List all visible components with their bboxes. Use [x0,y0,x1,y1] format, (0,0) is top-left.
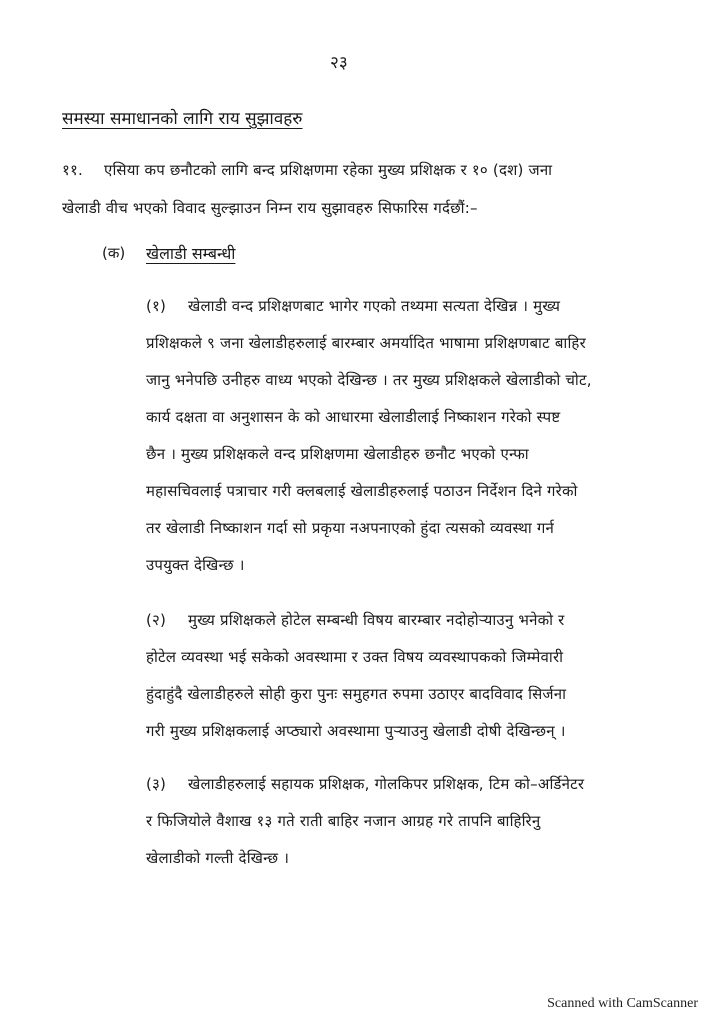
point-3-line-3: खेलाडीको गल्ती देखिन्छ । [146,849,290,867]
point-1-line-8: उपयुक्त देखिन्छ । [146,556,245,574]
point-2-line-3: हुंदाहुंदै खेलाडीहरुले सोही कुरा पुनः समुहगत रुपमा उठाएर बादविवाद सिर्जना [146,685,567,703]
point-1-line-1: (१) खेलाडी वन्द प्रशिक्षणबाट भागेर गएको तथ्यमा सत्यता देखिन्न । मुख्य [146,297,561,315]
point-3-line-2: र फिजियोले वैशाख १३ गते राती बाहिर नजान आग्रह गरे तापनि बाहिरिनु [146,812,541,830]
intro-line-1: ११. एसिया कप छनौटको लागि बन्द प्रशिक्षणमा रहेका मुख्य प्रशिक्षक र १० (दश) जना [62,161,553,179]
point-3-number: (३) [146,775,167,793]
point-2-number: (२) [146,611,167,629]
point-2-line-2: होटेल व्यवस्था भई सकेको अवस्थामा र उक्त विषय व्यवस्थापकको जिम्मेवारी [146,648,564,666]
point-1-line-7: तर खेलाडी निष्काशन गर्दा सो प्रकृया नअपनाएको हुंदा त्यसको व्यवस्था गर्न [146,519,555,537]
subsection-label: (क) [102,244,126,262]
section-heading: समस्या समाधानको लागि राय सुझावहरु [62,109,303,129]
point-3-line-1: (३) खेलाडीहरुलाई सहायक प्रशिक्षक, गोलकिपर प्रशिक्षक, टिम को–अर्डिनेटर [146,775,585,793]
point-2-line-4: गरी मुख्य प्रशिक्षकलाई अप्ठ्यारो अवस्थामा पुऱ्याउनु खेलाडी दोषी देखिन्छन् । [146,722,566,740]
scanner-watermark: Scanned with CamScanner [547,996,698,1011]
page-number: २३ [330,53,348,73]
point-1-line-3: जानु भनेपछि उनीहरु वाध्य भएको देखिन्छ । तर मुख्य प्रशिक्षकले खेलाडीको चोट, [146,371,592,389]
point-2-line-1: (२) मुख्य प्रशिक्षकले होटेल सम्बन्धी विषय बारम्बार नदोहोऱ्याउनु भनेको र [146,611,565,629]
point-1-number: (१) [146,297,167,315]
subsection-title: खेलाडी सम्बन्धी [146,244,236,263]
point-1-line-5: छैन । मुख्य प्रशिक्षकले वन्द प्रशिक्षणमा खेलाडीहरु छनौट भएको एन्फा [146,445,529,463]
intro-line-2: खेलाडी वीच भएको विवाद सुल्झाउन निम्न राय सुझावहरु सिफारिस गर्दछौं:– [62,199,478,217]
intro-number: ११. [62,161,83,179]
point-1-line-6: महासचिवलाई पत्राचार गरी क्लबलाई खेलाडीहरुलाई पठाउन निर्देशन दिने गरेको [146,482,578,500]
point-1-line-4: कार्य दक्षता वा अनुशासन के को आधारमा खेलाडीलाई निष्काशन गरेको स्पष्ट [146,408,561,426]
point-1-line-2: प्रशिक्षकले ९ जना खेलाडीहरुलाई बारम्बार अमर्यादित भाषामा प्रशिक्षणबाट बाहिर [146,334,586,352]
